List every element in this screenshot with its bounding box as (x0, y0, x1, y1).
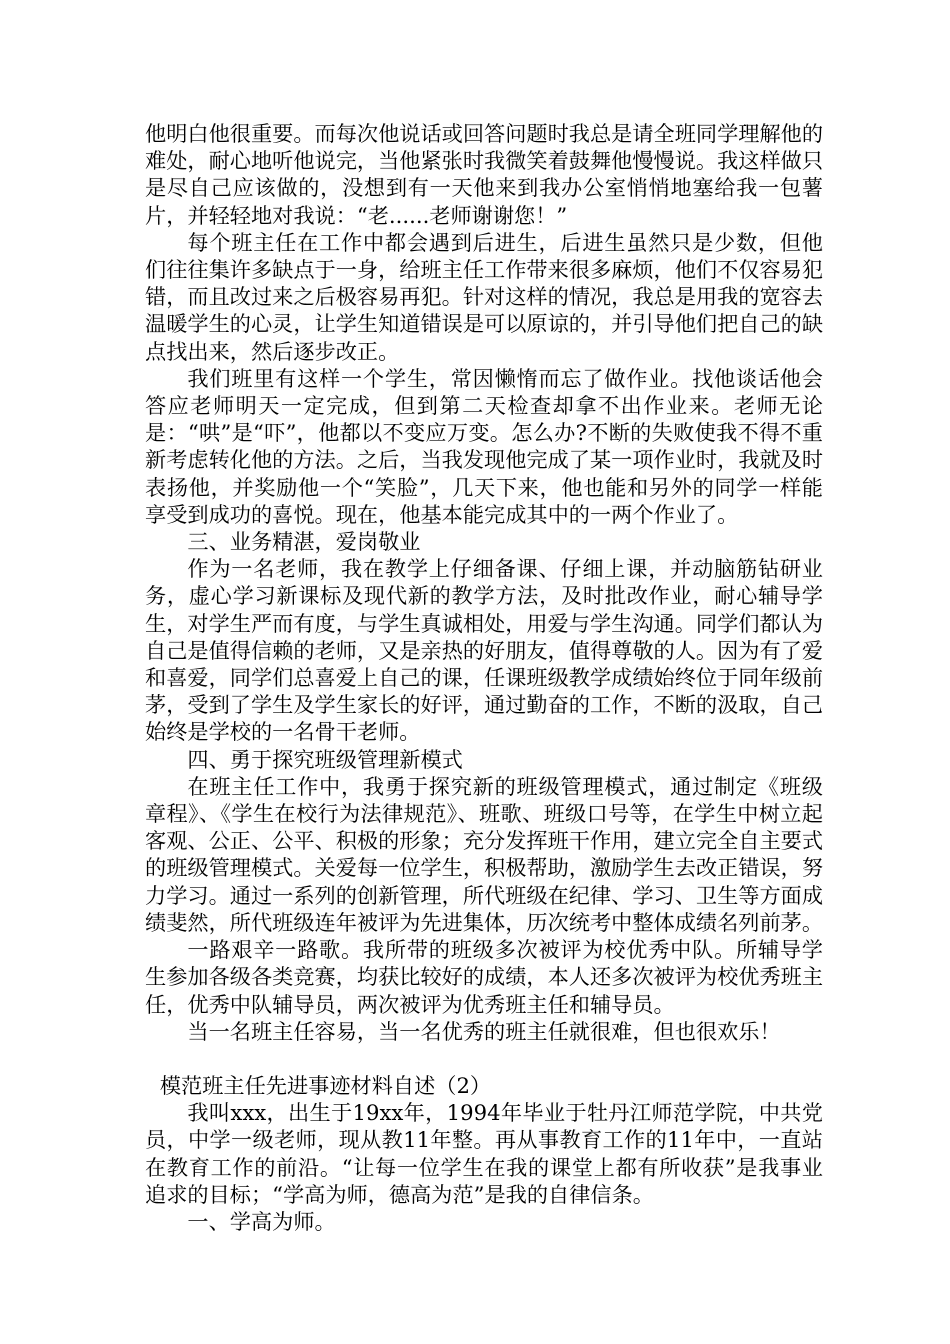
section-heading-3: 三、业务精湛，爱岗敬业 (187, 529, 421, 555)
paragraph-gap (145, 1045, 823, 1072)
paragraph-4: 作为一名老师，我在教学上仔细备课、仔细上课，并动脑筋钻研业务，虚心学习新课标及现代新的教学方法，及时批改作业，耐心辅导学生，对学生严而有度，与学生真诚相处，用爱与学生沟通。同学们都认为自己是值得信赖的老师，又是亲热的好朋友，值得尊敬的人。因为有了爱和喜爱，同学们总喜爱上自己的课，任课班级教学成绩始终位于同年级前茅，受到了学生及学生家长的好评，通过勤奋的工作，不断的汲取，自己始终是学校的一名骨干老师。 (145, 556, 824, 745)
document-body (145, 120, 823, 1235)
paragraph-7: 当一名班主任容易，当一名优秀的班主任就很难，但也很欢乐！ (187, 1018, 781, 1044)
paragraph-5: 在班主任工作中，我勇于探究新的班级管理模式，通过制定《班级章程》、《学生在校行为法律规范》、班歌、班级口号等，在学生中树立起客观、公正、公平、积极的形象；充分发挥班干作用，建立完全自主要式的班级管理模式。关爱每一位学生，积极帮助，激励学生去改正错误，努力学习。通过一系列的创新管理，所代班级在纪律、学习、卫生等方面成绩斐然，所代班级连年被评为先进集体，历次统考中整体成绩名列前茅。 (145, 773, 824, 935)
section-heading-1: 一、学高为师。 (187, 1208, 336, 1234)
section-heading-4: 四、勇于探究班级管理新模式 (187, 746, 463, 772)
paragraph-6: 一路艰辛一路歌。我所带的班级多次被评为校优秀中队。所辅导学生参加各级各类竞赛，均获比较好的成绩，本人还多次被评为校优秀班主任，优秀中队辅导员，两次被评为优秀班主任和辅导员。 (145, 937, 824, 1017)
paragraph-3: 我们班里有这样一个学生，常因懒惰而忘了做作业。找他谈话他会答应老师明天一定完成，但到第二天检查却拿不出作业来。老师无论是：“哄”是“吓”，他都以不变应万变。怎么办?不断的失败使我不得不重新考虑转化他的方法。之后，当我发现他完成了某一项作业时，我就及时表扬他，并奖励他一个“笑脸”，几天下来，他也能和另外的同学一样能享受到成功的喜悦。现在，他基本能完成其中的一两个作业了。 (145, 365, 824, 527)
document-title-2: 模范班主任先进事迹材料自述（2） (159, 1072, 492, 1098)
paragraph-8: 我叫xxx，出生于19xx年，1994年毕业于牡丹江师范学院，中共党员，中学一级老师，现从教11年整。再从事教育工作的11年中，一直站在教育工作的前沿。“让每一位学生在我的课堂上都有所收获”是我事业追求的目标；“学高为师，德高为范”是我的自律信条。 (145, 1100, 823, 1207)
paragraph-2: 每个班主任在工作中都会遇到后进生，后进生虽然只是少数，但他们往往集许多缺点于一身，给班主任工作带来很多麻烦，他们不仅容易犯错，而且改过来之后极容易再犯。针对这样的情况，我总是用我的宽容去温暖学生的心灵，让学生知道错误是可以原谅的，并引导他们把自己的缺点找出来，然后逐步改正。 (145, 229, 824, 364)
paragraph-1: 他明白他很重要。而每次他说话或回答问题时我总是请全班同学理解他的难处，耐心地听他说完，当他紧张时我微笑着鼓舞他慢慢说。我这样做只是尽自己应该做的，没想到有一天他来到我办公室悄悄地塞给我一包薯片，并轻轻地对我说：“老......老师谢谢您！” (145, 121, 824, 228)
